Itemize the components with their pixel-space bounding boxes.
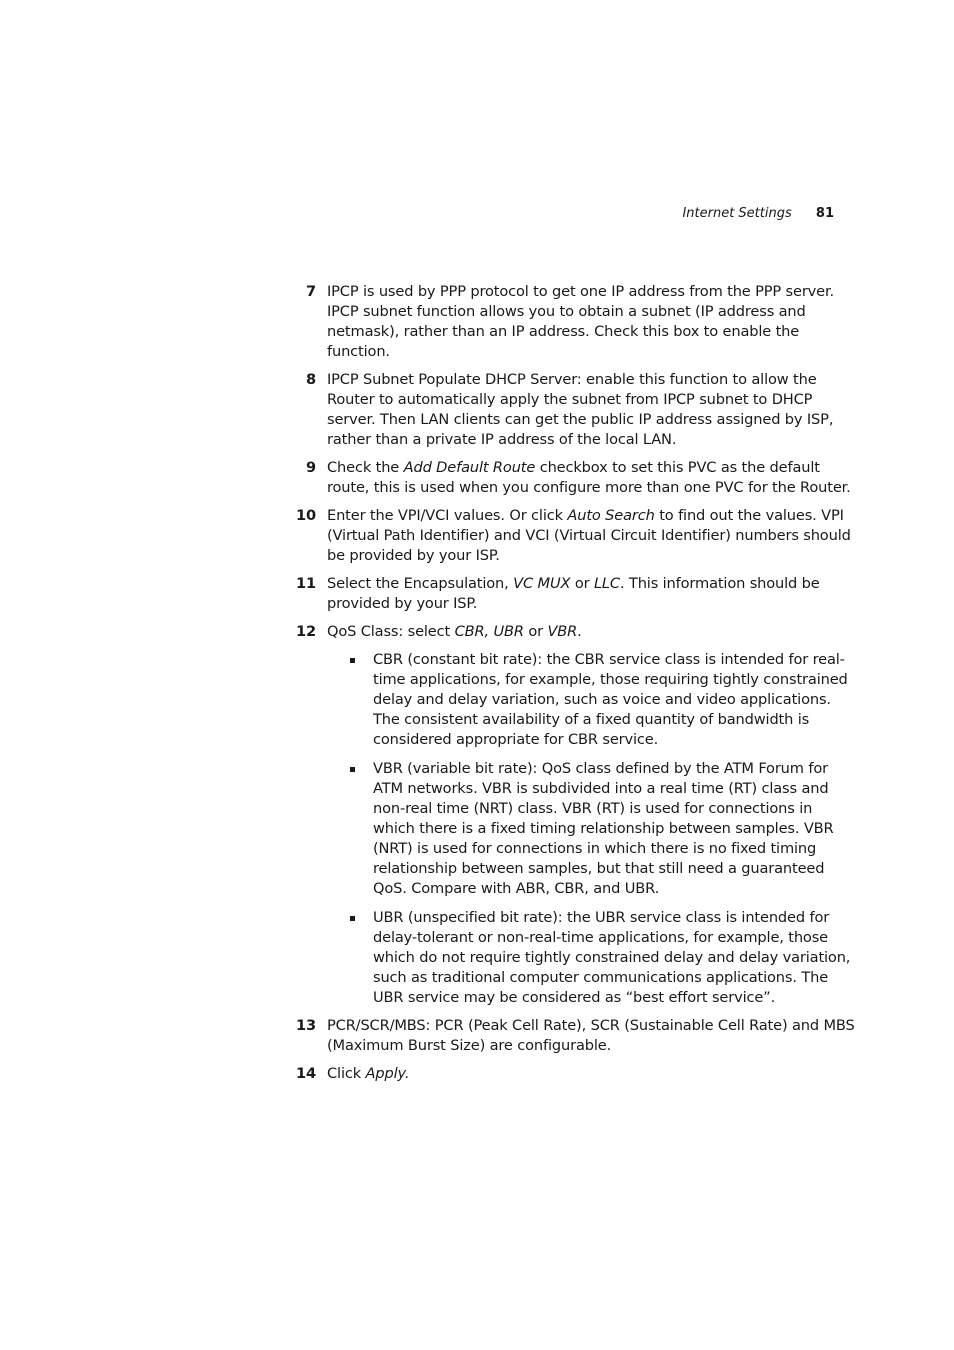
step-7 — [286, 282, 858, 362]
step-text: IPCP Subnet Populate DHCP Server: enable this function to allow the Router to automatically apply the subnet from IPCP subnet to DHCP server. Then LAN clients can get the public IP address assigned by ISP, rather than a private IP address of the local LAN. — [327, 371, 834, 448]
step-number: 11 — [295, 575, 316, 592]
bullet-text: VBR (variable bit rate): QoS class defined by the ATM Forum for ATM networks. VBR is subdivided into a real time (RT) class and non-real time (NRT) class. VBR (RT) is used for connections in which there is a fixed timing relationship between samples. VBR (NRT) is used for connections in which there is no fixed timing relationship between samples, but that still need a guaranteed QoS. Compare with ABR, CBR, and UBR. — [373, 760, 834, 897]
qos-class-list — [327, 650, 858, 1008]
list-item-vbr — [327, 759, 858, 899]
step-number: 12 — [295, 623, 316, 640]
step-number: 7 — [305, 283, 316, 300]
step-text: IPCP is used by PPP protocol to get one IP address from the PPP server. IPCP subnet function allows you to obtain a subnet (IP address and netmask), rather than an IP address. Check this box to enable the function. — [327, 283, 834, 360]
step-text: PCR/SCR/MBS: PCR (Peak Cell Rate), SCR (Sustainable Cell Rate) and MBS (Maximum Burst Size) are configurable. — [327, 1017, 855, 1054]
list-item-cbr — [327, 650, 858, 750]
step-list — [286, 282, 858, 1092]
step-10 — [286, 506, 858, 566]
ui-term-auto-search: Auto Search — [567, 507, 655, 524]
ui-term-add-default-route: Add Default Route — [403, 459, 536, 476]
ui-term-llc: LLC — [593, 575, 620, 592]
bullet-text: UBR (unspecified bit rate): the UBR service class is intended for delay-tolerant or non-real-time applications, for example, those which do not require tightly constrained delay and delay variation, such as traditional computer communications applications. The UBR service may be considered as “best effort service”. — [373, 909, 851, 1006]
step-number: 14 — [295, 1065, 316, 1082]
square-bullet-icon — [327, 650, 373, 750]
ui-term-vc-mux: VC MUX — [513, 575, 571, 592]
step-number: 13 — [295, 1017, 316, 1034]
ui-term-cbr-ubr: CBR, UBR — [454, 623, 524, 640]
step-text: QoS Class: select CBR, UBR or VBR. CBR (constant bit rate): the CBR service class is intended for real-time applications, for example, those requiring tightly constrained delay and delay variation, such as voice and video applications. The consistent availability of a fixed quantity of bandwidth is considered appropriate for CBR service. VBR (variable bit rate): QoS class defined by the ATM Forum for ATM networks. VBR is subdivided into a real time (RT) class and non-real time (NRT) class. VBR (RT) is used for connections in which there is a fixed timing relationship between samples. VBR (NRT) is used for connections in which there is no fixed timing relationship between samples, but that still need a guaranteed QoS. Compare with ABR, CBR, and UBR. UBR (unspecified bit rate): the UBR service class is intended for delay-tolerant or non-real-time applications, for example, those which do not require tightly constrained delay and delay variation, such as traditional computer communications applications. The UBR service may be considered as “best effort service”. — [327, 622, 858, 1008]
step-14 — [286, 1064, 858, 1084]
step-13 — [286, 1016, 858, 1056]
step-text: Enter the VPI/VCI values. Or click Auto Search to find out the values. VPI (Virtual Path Identifier) and VCI (Virtual Circuit Identifier) numbers should be provided by your ISP. — [327, 507, 851, 564]
step-text: Click Apply. — [327, 1065, 410, 1082]
running-header — [600, 204, 834, 224]
step-number: 10 — [295, 507, 316, 524]
ui-term-apply: Apply. — [365, 1065, 410, 1082]
list-item-ubr — [327, 908, 858, 1008]
step-11 — [286, 574, 858, 614]
step-9 — [286, 458, 858, 498]
step-text: Select the Encapsulation, VC MUX or LLC. This information should be provided by your ISP. — [327, 575, 820, 612]
step-12 — [286, 622, 858, 1008]
step-number: 8 — [305, 371, 316, 388]
page-number: 81 — [815, 206, 834, 221]
bullet-text: CBR (constant bit rate): the CBR service class is intended for real-time applications, for example, those requiring tightly constrained delay and delay variation, such as voice and video applications. The consistent availability of a fixed quantity of bandwidth is considered appropriate for CBR service. — [373, 651, 848, 748]
step-number: 9 — [305, 459, 316, 476]
square-bullet-icon — [327, 908, 373, 1008]
step-text: Check the Add Default Route checkbox to set this PVC as the default route, this is used when you configure more than one PVC for the Router. — [327, 459, 851, 496]
square-bullet-icon — [327, 759, 373, 899]
step-8 — [286, 370, 858, 450]
section-title: Internet Settings — [682, 206, 792, 221]
ui-term-vbr: VBR — [547, 623, 578, 640]
